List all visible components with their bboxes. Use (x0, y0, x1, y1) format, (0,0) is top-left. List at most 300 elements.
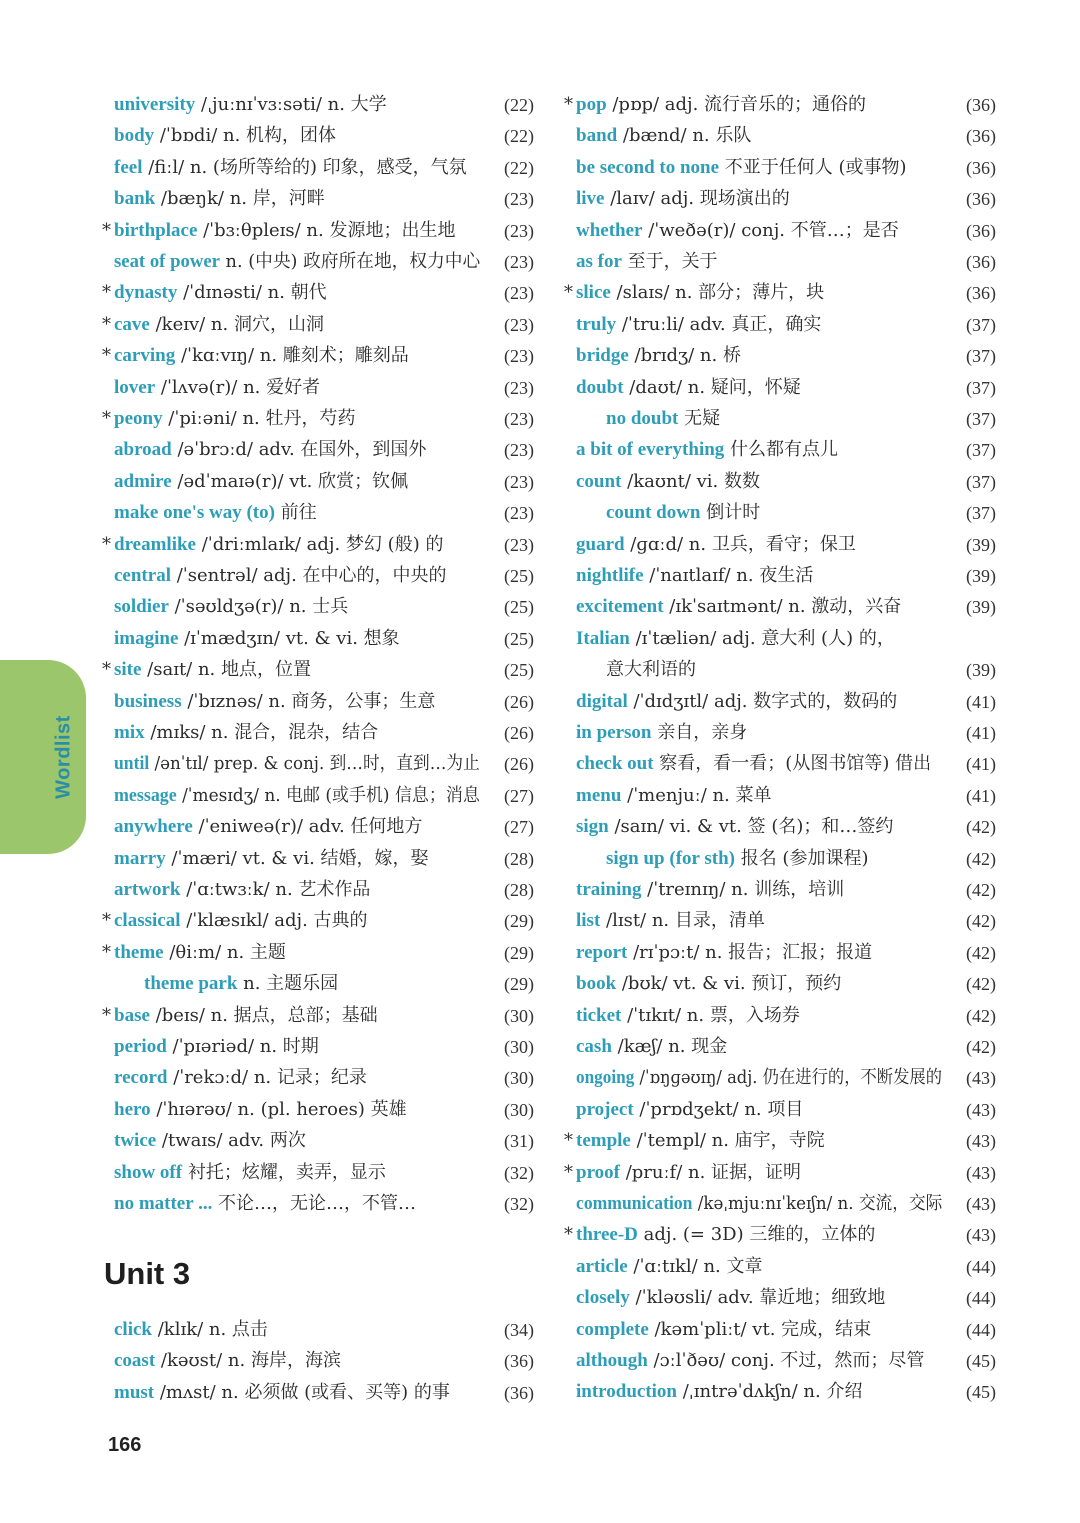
entry-page-ref: (43) (966, 1225, 996, 1246)
wordlist-entry (114, 592, 348, 622)
entry-page-ref: (30) (504, 1068, 534, 1089)
entry-headword: proof (576, 1161, 620, 1183)
entry-definition: /ˈnaɪtlaɪf/ n. 夜生活 (643, 565, 814, 586)
entry-headword: a bit of everything (576, 439, 725, 461)
entry-headword: coast (114, 1350, 156, 1372)
core-word-star: * (102, 408, 111, 429)
entry-page-ref: (41) (966, 785, 996, 806)
core-word-star: * (102, 313, 111, 335)
entry-definition: /ˈweðə(r)/ conj. 不管…；是否 (642, 219, 899, 241)
entry-page-ref: (36) (966, 126, 996, 147)
wordlist-entry (576, 341, 741, 371)
wordlist-entry (576, 624, 895, 654)
wordlist-entry (576, 781, 772, 811)
wordlist-entry (114, 781, 502, 811)
entry-page-ref: (29) (504, 974, 534, 995)
entry-headword: peony (114, 408, 163, 429)
entry-definition: /ˈtreɪnɪŋ/ n. 训练，培训 (641, 879, 845, 900)
entry-headword: dreamlike (114, 533, 196, 555)
entry-page-ref: (30) (504, 1099, 534, 1120)
wordlist-entry (114, 498, 317, 528)
entry-definition: 无疑 (678, 408, 721, 429)
entry-page-ref: (37) (966, 409, 996, 429)
entry-page-ref: (36) (966, 252, 996, 272)
wordlist-entry (114, 1378, 450, 1408)
core-word-star: * (564, 1224, 573, 1246)
entry-headword: three-D (576, 1224, 638, 1246)
wordlist-entry (576, 592, 901, 622)
entry-definition: /fiːl/ n. (场所等给的) 印象，感受，气氛 (142, 156, 467, 178)
entry-page-ref: (42) (966, 1037, 996, 1057)
entry-page-ref: (37) (966, 471, 996, 492)
entry-page-ref: (45) (966, 1382, 996, 1403)
wordlist-entry (606, 655, 696, 685)
entry-page-ref: (43) (966, 1068, 996, 1089)
entry-headword: Italian (576, 627, 630, 649)
entry-page-ref: (42) (966, 974, 996, 995)
wordlist-entry (114, 90, 387, 120)
wordlist-entry (102, 655, 312, 685)
entry-definition: /ˌjuːnɪˈvɜːsəti/ n. 大学 (195, 94, 387, 115)
entry-headword: click (114, 1319, 152, 1340)
core-word-star: * (564, 1161, 573, 1183)
entry-page-ref: (23) (504, 377, 534, 398)
wordlist-entry (576, 184, 790, 214)
wordlist-entry (576, 1095, 803, 1125)
wordlist-entry (576, 153, 907, 183)
entry-page-ref: (32) (504, 1162, 534, 1183)
entry-page-ref: (36) (966, 220, 996, 241)
entry-definition: /ˈtempl/ n. 庙宇，寺院 (630, 1130, 825, 1152)
entry-headword: base (114, 1004, 150, 1026)
wordlist-entry (102, 278, 327, 308)
entry-page-ref: (23) (504, 471, 534, 492)
entry-definition: /bʊk/ vt. & vi. 预订，预约 (616, 973, 842, 995)
wordlist-entry (114, 812, 422, 842)
entry-headword: band (576, 125, 618, 147)
wordlist-entry (576, 310, 821, 340)
wordlist-entry (576, 121, 751, 151)
entry-page-ref: (43) (966, 1162, 996, 1183)
entry-headword: complete (576, 1318, 649, 1340)
entry-definition: /ˈeniweə(r)/ adv. 任何地方 (192, 816, 423, 838)
wordlist-entry (102, 216, 456, 246)
entry-page-ref: (36) (966, 157, 996, 178)
wordlist-entry (576, 435, 838, 465)
entry-definition: /ˈprɒdʒekt/ n. 项目 (633, 1098, 804, 1120)
entry-page-ref: (23) (504, 534, 534, 555)
entry-definition: /beɪs/ n. 据点，总部；基础 (149, 1004, 378, 1026)
wordlist-entry (114, 1126, 306, 1156)
entry-page-ref: (36) (966, 95, 996, 115)
entry-page-ref: (41) (966, 754, 996, 775)
entry-headword: count (576, 470, 622, 492)
wordlist-entry (102, 906, 368, 936)
entry-definition: /bænd/ n. 乐队 (617, 125, 752, 147)
wordlist-entry (576, 530, 856, 560)
entry-page-ref: (45) (966, 1351, 996, 1371)
entry-headword: slice (576, 282, 611, 304)
entry-headword: nightlife (576, 565, 644, 586)
core-word-star: * (102, 1004, 111, 1026)
entry-page-ref: (37) (966, 346, 996, 367)
entry-definition: /əˈbrɔːd/ adv. 在国外，到国外 (171, 439, 427, 461)
wordlist-entry (576, 1283, 885, 1313)
entry-headword: in person (576, 722, 652, 743)
entry-headword: lover (114, 376, 156, 398)
entry-headword: excitement (576, 596, 664, 618)
entry-definition: /ˈkɑːvɪŋ/ n. 雕刻术；雕刻品 (175, 345, 409, 367)
wordlist-entry (102, 1001, 378, 1031)
entry-page-ref: (36) (966, 189, 996, 210)
entry-definition: /ˈdɪnəsti/ n. 朝代 (177, 282, 327, 304)
entry-definition: /ˈpɪəriəd/ n. 时期 (166, 1036, 319, 1057)
entry-definition: /ˌɪntrəˈdʌkʃn/ n. 介绍 (677, 1381, 863, 1403)
wordlist-entry (576, 247, 718, 277)
wordlist-entry (114, 184, 325, 214)
entry-definition: /saɪt/ n. 地点，位置 (141, 659, 312, 681)
entry-page-ref: (25) (504, 660, 534, 681)
entry-headword: training (576, 879, 642, 900)
core-word-star: * (102, 282, 111, 304)
entry-definition: /ˈsəʊldʒə(r)/ n. 士兵 (168, 596, 349, 618)
entry-page-ref: (37) (966, 440, 996, 461)
entry-page-ref: (23) (504, 409, 534, 429)
entry-headword: marry (114, 847, 166, 869)
entry-headword: imagine (114, 627, 179, 649)
wordlist-entry (606, 498, 760, 528)
entry-definition: 至于，关于 (621, 251, 718, 272)
entry-headword: guard (576, 533, 625, 555)
core-word-star: * (102, 219, 111, 241)
entry-headword: show off (114, 1161, 183, 1183)
entry-definition: /kəmˈpliːt/ vt. 完成，结束 (648, 1318, 872, 1340)
entry-headword: article (576, 1255, 628, 1277)
wordlist-entry (114, 1158, 386, 1188)
entry-definition: /ˈhɪərəʊ/ n. (pl. heroes) 英雄 (150, 1098, 407, 1120)
entry-definition: 报名 (参加课程) (734, 847, 869, 869)
wordlist-entry (102, 310, 324, 340)
entry-headword: bank (114, 188, 156, 210)
entry-headword: artwork (114, 879, 181, 900)
wordlist-entry (564, 90, 867, 120)
entry-page-ref: (23) (504, 252, 534, 272)
entry-definition: /kaʊnt/ vi. 数数 (621, 470, 760, 492)
entry-headword: period (114, 1036, 167, 1057)
entry-page-ref: (29) (504, 911, 534, 932)
entry-headword: list (576, 910, 601, 932)
entry-definition: /ˈbɪznəs/ n. 商务，公事；生意 (181, 690, 436, 712)
entry-page-ref: (28) (504, 880, 534, 900)
entry-page-ref: (26) (504, 754, 534, 775)
entry-definition: /ˈdɪdʒɪtl/ adj. 数字式的，数码的 (627, 690, 898, 712)
wordlist-entry (576, 216, 899, 246)
entry-page-ref: (23) (504, 189, 534, 210)
entry-headword: introduction (576, 1381, 678, 1403)
entry-headword: central (114, 565, 171, 586)
wordlist-entry (114, 1315, 268, 1345)
entry-page-ref: (37) (966, 377, 996, 398)
wordlist-entry (114, 121, 336, 151)
entry-headword: pop (576, 94, 607, 115)
entry-definition: n. (中央) 政府所在地，权力中心 (219, 251, 481, 272)
wordlist-entry (114, 435, 426, 465)
entry-definition: /ɪˈmædʒɪn/ vt. & vi. 想象 (178, 627, 400, 649)
entry-page-ref: (39) (966, 660, 996, 681)
entry-page-ref: (25) (504, 628, 534, 649)
entry-page-ref: (29) (504, 942, 534, 963)
entry-definition: adj. (= 3D) 三维的，立体的 (637, 1224, 876, 1246)
entry-page-ref: (23) (504, 220, 534, 241)
entry-headword: book (576, 973, 617, 995)
wordlist-tab-label: Wordlist (52, 715, 75, 799)
entry-page-ref: (39) (966, 566, 996, 586)
wordlist-entry (576, 1063, 980, 1093)
entry-definition: /ˈmæri/ vt. & vi. 结婚，嫁，娶 (165, 847, 429, 869)
entry-headword: twice (114, 1130, 157, 1152)
entry-page-ref: (23) (504, 314, 534, 335)
wordlist-entry (576, 938, 872, 968)
entry-definition: /pruːf/ n. 证据，证明 (619, 1161, 802, 1183)
entry-page-ref: (26) (504, 723, 534, 743)
wordlist-entry (576, 1346, 924, 1376)
entry-definition: /ˈkləʊsli/ adv. 靠近地；细致地 (629, 1287, 886, 1309)
entry-headword: closely (576, 1287, 630, 1309)
entry-definition: /pɒp/ adj. 流行音乐的；通俗的 (606, 94, 867, 115)
wordlist-entry (576, 749, 931, 779)
entry-definition: /ˈlʌvə(r)/ n. 爱好者 (155, 376, 321, 398)
unit-heading: Unit 3 (104, 1256, 191, 1291)
entry-headword: doubt (576, 376, 624, 398)
entry-headword: message (114, 784, 177, 806)
wordlist-entry (564, 1158, 802, 1188)
wordlist-entry (102, 341, 409, 371)
wordlist-entry (576, 875, 844, 905)
entry-headword: must (114, 1381, 155, 1403)
entry-page-ref: (37) (966, 314, 996, 335)
entry-page-ref: (28) (504, 848, 534, 869)
entry-headword: business (114, 690, 182, 712)
entry-definition: /ɪˈtæliən/ adj. 意大利 (人) 的， (629, 627, 895, 649)
entry-page-ref: (42) (966, 880, 996, 900)
entry-page-ref: (44) (966, 1288, 996, 1309)
entry-headword: bridge (576, 345, 629, 367)
entry-definition: /ˈtɪkɪt/ n. 票，入场券 (621, 1004, 800, 1026)
entry-headword: digital (576, 690, 628, 712)
entry-definition: /ˈtruːli/ adv. 真正，确实 (616, 313, 822, 335)
entry-headword: live (576, 188, 605, 210)
entry-definition: /θiːm/ n. 主题 (163, 941, 286, 963)
entry-definition: /mʌst/ n. 必须做 (或看、买等) 的事 (154, 1381, 450, 1403)
wordlist-entry (114, 687, 435, 717)
entry-definition: /ˈklæsɪkl/ adj. 古典的 (180, 910, 368, 932)
entry-page-ref: (30) (504, 1037, 534, 1057)
entry-definition: /bæŋk/ n. 岸，河畔 (155, 188, 325, 210)
entry-definition: /mɪks/ n. 混合，混杂，结合 (144, 722, 379, 743)
entry-headword: record (114, 1067, 168, 1089)
wordlist-entry (114, 1346, 341, 1376)
entry-headword: no matter ... (114, 1193, 213, 1214)
entry-definition: /laɪv/ adj. 现场演出的 (604, 188, 790, 210)
entry-definition: /lɪst/ n. 目录，清单 (600, 910, 765, 932)
core-word-star: * (102, 533, 111, 555)
wordlist-entry (576, 1001, 800, 1031)
page-number: 166 (108, 1434, 142, 1456)
core-word-star: * (564, 282, 573, 304)
wordlist-entry (576, 1189, 971, 1219)
entry-definition: 亲自，亲身 (651, 722, 748, 743)
entry-definition: /ɡɑːd/ n. 卫兵，看守；保卫 (624, 533, 856, 555)
wordlist-entry (144, 969, 338, 999)
entry-page-ref: (42) (966, 911, 996, 932)
entry-headword: truly (576, 313, 617, 335)
wordlist-entry (606, 844, 868, 874)
wordlist-entry (102, 938, 286, 968)
wordlist-entry (564, 1220, 876, 1250)
wordlist-entry (564, 278, 825, 308)
entry-page-ref: (31) (504, 1131, 534, 1152)
entry-definition: 倒计时 (700, 502, 761, 524)
entry-headword: seat of power (114, 251, 220, 272)
entry-definition: /ɔːlˈðəʊ/ conj. 不过，然而；尽管 (647, 1350, 925, 1371)
wordlist-entry (114, 875, 370, 905)
entry-headword: carving (114, 345, 176, 367)
entry-headword: site (114, 659, 142, 681)
entry-page-ref: (37) (966, 503, 996, 524)
entry-headword: mix (114, 722, 145, 743)
wordlist-entry (102, 404, 356, 434)
entry-definition: /ˈɑːtwɜːk/ n. 艺术作品 (180, 879, 371, 900)
entry-headword: classical (114, 910, 181, 932)
entry-headword: feel (114, 156, 143, 178)
wordlist-entry (114, 1032, 319, 1062)
wordlist-entry (576, 906, 765, 936)
wordlist-entry (114, 1189, 416, 1219)
entry-page-ref: (42) (966, 1005, 996, 1026)
wordlist-entry (576, 1252, 763, 1282)
wordlist-entry (114, 624, 400, 654)
wordlist-entry (564, 1126, 825, 1156)
entry-headword: sign (576, 816, 609, 838)
entry-definition: /twaɪs/ adv. 两次 (156, 1130, 306, 1152)
entry-definition: /ˈrekɔːd/ n. 记录；纪录 (167, 1067, 367, 1089)
wordlist-entry (114, 153, 467, 183)
entry-headword: theme park (144, 973, 238, 995)
entry-page-ref: (36) (504, 1382, 534, 1403)
entry-headword: temple (576, 1130, 631, 1152)
wordlist-entry (576, 1032, 727, 1062)
entry-headword: whether (576, 219, 643, 241)
entry-page-ref: (23) (504, 440, 534, 461)
entry-headword: be second to none (576, 156, 720, 178)
entry-definition: /daʊt/ n. 疑问，怀疑 (623, 376, 801, 398)
wordlist-entry (114, 373, 320, 403)
entry-page-ref: (42) (966, 817, 996, 838)
entry-page-ref: (39) (966, 597, 996, 618)
entry-definition: /ˈpiːəni/ n. 牡丹，芍药 (162, 408, 356, 429)
entry-headword: project (576, 1098, 634, 1120)
entry-page-ref: (43) (966, 1194, 996, 1214)
entry-definition: 不亚于任何人 (或事物) (719, 156, 907, 178)
core-word-star: * (102, 910, 111, 932)
entry-page-ref: (22) (504, 95, 534, 115)
entry-definition: /rɪˈpɔːt/ n. 报告；汇报；报道 (627, 941, 873, 963)
entry-definition: /ɪkˈsaɪtmənt/ n. 激动，兴奋 (663, 596, 902, 618)
entry-definition: /ˈmesɪdʒ/ n. 电邮 (或手机) 信息；消息 (176, 784, 480, 806)
wordlist-entry (102, 530, 444, 560)
entry-headword: count down (606, 502, 701, 524)
entry-definition: /klɪk/ n. 点击 (152, 1319, 268, 1340)
entry-headword: ongoing (576, 1067, 635, 1089)
entry-page-ref: (34) (504, 1320, 534, 1340)
wordlist-entry (114, 467, 408, 497)
entry-page-ref: (36) (966, 283, 996, 304)
wordlist-entry (576, 561, 813, 591)
entry-headword: no doubt (606, 408, 679, 429)
entry-definition: /ˈdriːmlaɪk/ adj. 梦幻 (般) 的 (195, 533, 444, 555)
entry-headword: soldier (114, 596, 169, 618)
entry-headword: report (576, 941, 628, 963)
entry-page-ref: (25) (504, 566, 534, 586)
entry-headword: cash (576, 1036, 612, 1057)
core-word-star: * (102, 659, 111, 681)
entry-headword: abroad (114, 439, 172, 461)
entry-headword: admire (114, 470, 172, 492)
entry-headword: until (114, 753, 150, 775)
entry-page-ref: (22) (504, 126, 534, 147)
entry-page-ref: (27) (504, 785, 534, 806)
entry-headword: university (114, 94, 196, 115)
wordlist-entry (114, 1063, 367, 1093)
entry-headword: make one's way (to) (114, 502, 275, 524)
entry-definition: /ˈmenjuː/ n. 菜单 (621, 784, 772, 806)
wordlist-entry (576, 373, 801, 403)
entry-definition: /ˈbɜːθpleɪs/ n. 发源地；出生地 (197, 219, 456, 241)
entry-headword: ticket (576, 1004, 622, 1026)
entry-definition: /keɪv/ n. 洞穴，山洞 (149, 313, 324, 335)
entry-definition: /ˈbɒdi/ n. 机构，团体 (154, 125, 337, 147)
entry-definition: /saɪn/ vi. & vt. 签 (名)；和…签约 (608, 816, 894, 838)
wordlist-entry (606, 404, 720, 434)
entry-headword: sign up (for sth) (606, 847, 735, 869)
wordlist-entry (114, 844, 429, 874)
entry-definition: 察看，看一看；(从图书馆等) 借出 (653, 753, 932, 775)
core-word-star: * (564, 1130, 573, 1152)
wordlist-entry (576, 1377, 862, 1407)
entry-headword: birthplace (114, 219, 198, 241)
wordlist-entry (576, 687, 897, 717)
entry-definition: 什么都有点儿 (724, 439, 839, 461)
entry-page-ref: (41) (966, 723, 996, 743)
entry-page-ref: (44) (966, 1256, 996, 1277)
entry-page-ref: (22) (504, 157, 534, 178)
entry-page-ref: (23) (504, 283, 534, 304)
wordlist-entry (576, 467, 760, 497)
core-word-star: * (102, 345, 111, 367)
entry-headword: anywhere (114, 816, 193, 838)
entry-headword: cave (114, 313, 150, 335)
wordlist-entry (114, 718, 378, 748)
entry-page-ref: (36) (504, 1351, 534, 1372)
wordlist-entry (576, 718, 747, 748)
entry-definition: /ənˈtɪl/ prep. & conj. 到…时，直到…为止 (149, 753, 480, 775)
entry-headword: theme (114, 941, 164, 963)
entry-headword: hero (114, 1098, 151, 1120)
wordlist-entry (114, 247, 486, 277)
wordlist-entry (576, 812, 893, 842)
entry-definition: /ˈɑːtɪkl/ n. 文章 (627, 1255, 763, 1277)
entry-definition: /ədˈmaɪə(r)/ vt. 欣赏；钦佩 (171, 470, 409, 492)
